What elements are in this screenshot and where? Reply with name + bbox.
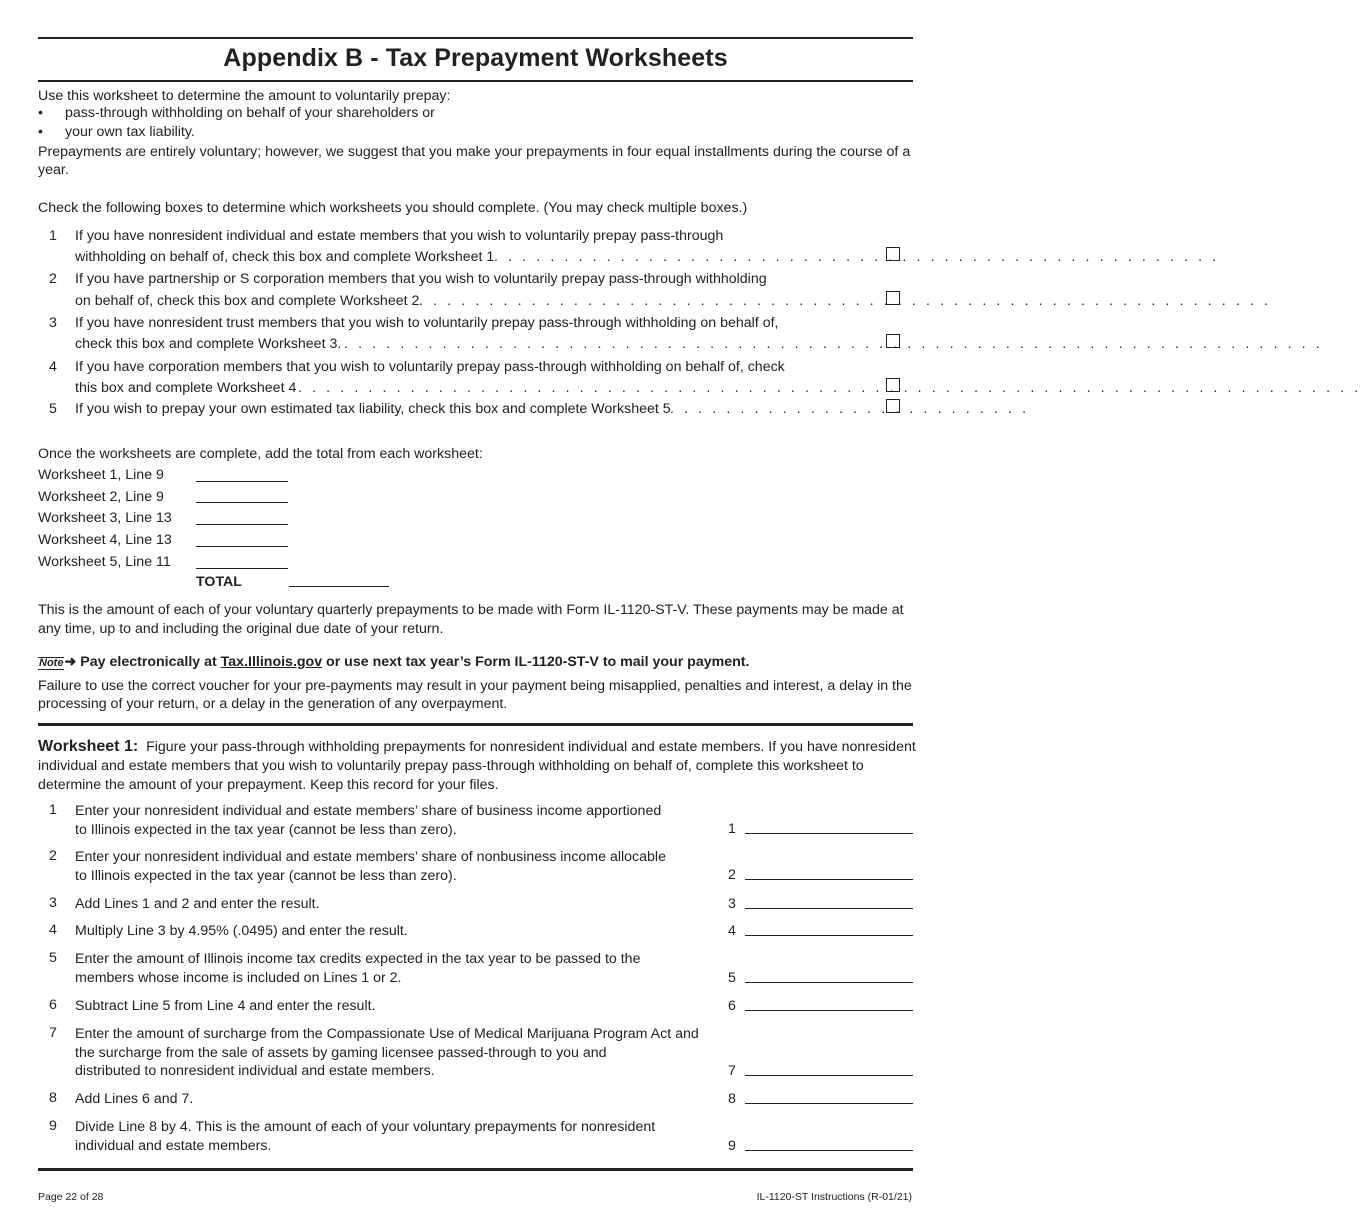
pay-note: Note➜ Pay electronically at Tax.Illinois.gov or use next tax year’s Form IL-1120-ST-V to mail your payment.: [39, 654, 750, 670]
totals-lead: Once the worksheets are complete, add the total from each worksheet:: [38, 446, 483, 462]
leader-dots: . . . . . . . . . . . . . . . . . . . . . . . . . . . . . . . . . . . . . . . . . . . . . . . . . . . . . . . . . . . . .: [419, 293, 1272, 309]
worksheet-1-total-field[interactable]: [196, 481, 288, 482]
top-rule: [38, 37, 913, 39]
line-2-input[interactable]: [745, 879, 913, 880]
bullet-icon: •: [38, 124, 43, 140]
worksheet-2-checkbox[interactable]: [886, 291, 900, 305]
failure-text: Failure to use the correct voucher for your pre-payments may result in your payment being misapplied, penalties and interest, a delay in the: [38, 678, 912, 694]
page-title: Appendix B - Tax Prepayment Worksheets: [223, 44, 728, 72]
grand-total-field[interactable]: [289, 586, 389, 587]
line-7-input[interactable]: [745, 1075, 913, 1076]
leader-dots: . . . . . . . . . . . . . . . . . . . . . . . . . . . . . . . . . . . . . . . . . . . . . . . . . . . . . . . . . . . . . . . . . . . . . .: [344, 336, 1323, 352]
bottom-rule: [38, 1168, 913, 1171]
worksheet-2-total-field[interactable]: [196, 502, 288, 503]
line-6-input[interactable]: [745, 1010, 913, 1011]
check-instructions: Check the following boxes to determine which worksheets you should complete. (You may check multiple boxes.): [38, 200, 748, 216]
bullet-icon: •: [38, 105, 43, 121]
worksheet-1-intro-cont: determine the amount of your prepayment. Keep this record for your files.: [38, 777, 499, 793]
worksheet-5-total-field[interactable]: [196, 568, 288, 569]
worksheet-4-checkbox[interactable]: [886, 378, 900, 392]
line-4-input[interactable]: [745, 935, 913, 936]
leader-dots: . . . . . . . . . . . . . . . . . . . . . . . . . . . . . . . . . . . . . . . . . . . . . . . . . . . . . . . . . . . . . . . . . . . . . . . . . . . .: [298, 380, 1361, 396]
line-5-input[interactable]: [745, 982, 913, 983]
voluntary-text-cont: year.: [38, 162, 69, 178]
worksheet-3-total-field[interactable]: [196, 524, 288, 525]
worksheet-1-intro: Worksheet 1: Figure your pass-through withholding prepayments for nonresident individual and estate members. If you have nonresident: [38, 738, 916, 755]
failure-text-cont: processing of your return, or a delay in the generation of any overpayment.: [38, 696, 508, 712]
title-rule: [38, 80, 913, 82]
line-3-input[interactable]: [745, 908, 913, 909]
totals-explanation-cont: any time, up to and including the original due date of your return.: [38, 621, 444, 637]
intro-lead: Use this worksheet to determine the amount to voluntarily prepay:: [38, 88, 451, 104]
totals-explanation: This is the amount of each of your voluntary quarterly prepayments to be made with Form IL-1120-ST-V. These payments may be made at: [38, 602, 904, 618]
worksheet-1-heading: Worksheet 1:: [38, 738, 139, 755]
worksheet-1-checkbox[interactable]: [886, 247, 900, 261]
line-1-input[interactable]: [745, 833, 913, 834]
section-rule: [38, 723, 913, 726]
voluntary-text: Prepayments are entirely voluntary; however, we suggest that you make your prepayments in four equal installments during the course of a: [38, 144, 911, 160]
worksheet-5-checkbox[interactable]: [886, 399, 900, 413]
worksheet-1-intro-cont: individual and estate members that you wish to voluntarily prepay pass-through withholding on behalf of, complete this worksheet to: [38, 758, 864, 774]
line-9-input[interactable]: [745, 1150, 913, 1151]
page-number: Page 22 of 28: [38, 1191, 104, 1203]
worksheet-3-checkbox[interactable]: [886, 334, 900, 348]
leader-dots: . . . . . . . . . . . . . . . . . . . . . . . . . .: [670, 401, 1030, 417]
note-icon: Note: [39, 657, 64, 669]
form-id: IL-1120-ST Instructions (R-01/21): [756, 1191, 912, 1203]
leader-dots: . . . . . . . . . . . . . . . . . . . . . . . . . . . . . . . . . . . . . . . . . . . . . . . . . . . .: [494, 249, 1220, 265]
tax-illinois-link[interactable]: Tax.Illinois.gov: [220, 654, 323, 670]
line-8-input[interactable]: [745, 1103, 913, 1104]
worksheet-4-total-field[interactable]: [196, 546, 288, 547]
total-label: TOTAL: [196, 574, 242, 590]
